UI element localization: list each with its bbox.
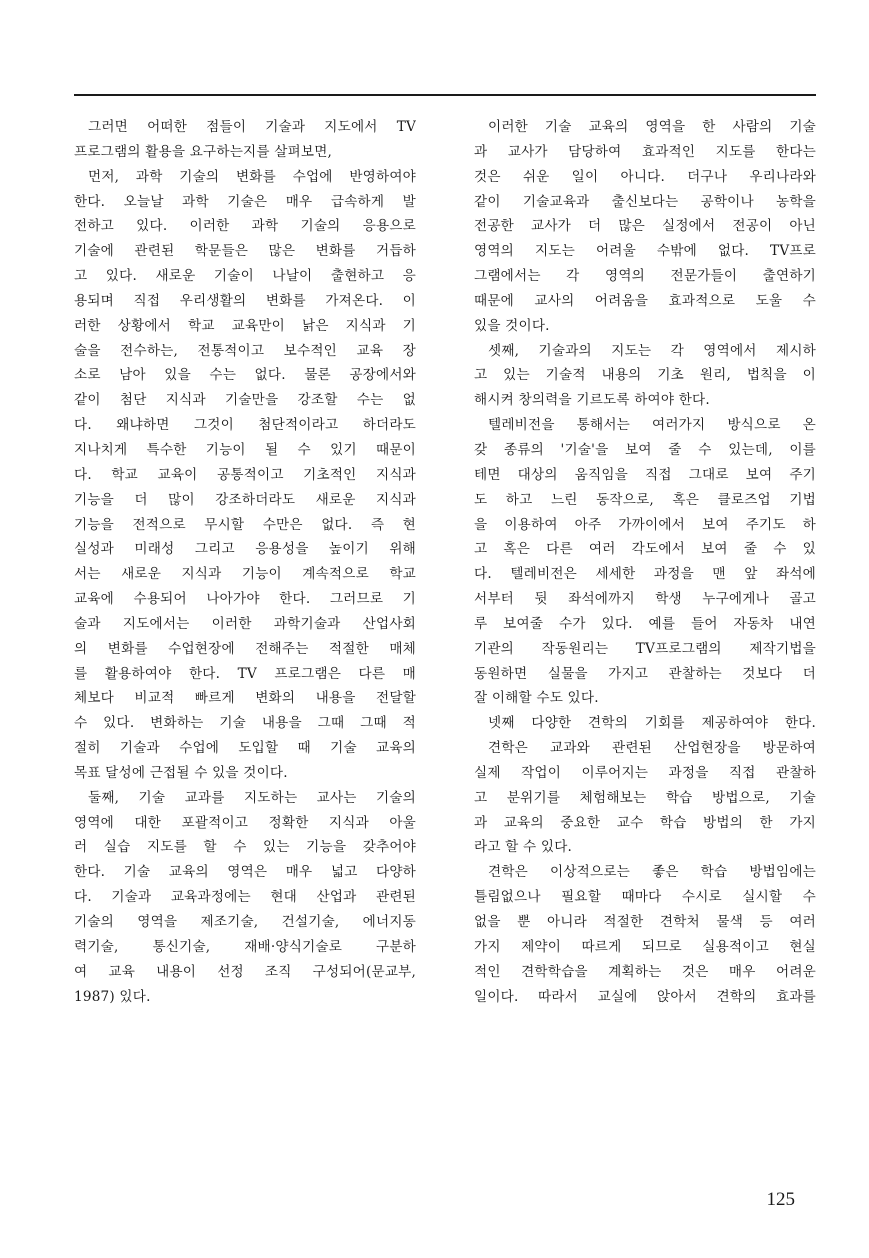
text-line: 전공한 교사가 더 많은 실정에서 전공이 아닌 bbox=[474, 218, 816, 235]
text-line: 같이 기술교육과 출신보다는 공학이나 농학을 bbox=[474, 193, 816, 210]
text-line: 러한 상황에서 학교 교육만이 낡은 지식과 기 bbox=[74, 317, 416, 334]
text-line: 다. 기술과 교육과정에는 현대 산업과 관련된 bbox=[74, 889, 416, 906]
text-line: 목표 달성에 근접될 수 있을 것이다. bbox=[74, 764, 288, 781]
text-line: 영역에 대한 포괄적이고 정확한 지식과 아울 bbox=[74, 814, 416, 831]
text-line: 체보다 비교적 빠르게 변화의 내용을 전달할 bbox=[74, 690, 416, 707]
text-line: 한다. 오늘날 과학 기술은 매우 급속하게 발 bbox=[74, 193, 416, 210]
text-line: 이러한 기술 교육의 영역을 한 사람의 기술 bbox=[488, 119, 816, 135]
text-line: 술과 지도에서는 이러한 과학기술과 산업사회 bbox=[74, 615, 416, 632]
text-line: 있을 것이다. bbox=[474, 317, 550, 334]
text-line: 견학은 교과와 관련된 산업현장을 방문하여 bbox=[488, 740, 816, 757]
text-line: 기관의 작동원리는 TV프로그램의 제작기법을 bbox=[474, 640, 816, 657]
left-column bbox=[74, 115, 416, 1009]
text-line: 없을 뿐 아니라 적절한 견학처 물색 등 여러 bbox=[474, 914, 816, 930]
text-line: 가지 제약이 따르게 되므로 실용적이고 현실 bbox=[474, 938, 816, 955]
text-line: 해시켜 창의력을 기르도록 하여야 한다. bbox=[474, 392, 710, 409]
text-line: 잘 이해할 수도 있다. bbox=[474, 690, 599, 707]
text-line: 러 실습 지도를 할 수 있는 기능을 갖추어야 bbox=[74, 839, 416, 856]
text-line: 고 있는 기술적 내용의 기초 원리, 법칙을 이 bbox=[474, 367, 816, 384]
text-line: 과 교육의 중요한 교수 학습 방법의 한 가지 bbox=[474, 814, 816, 831]
text-line: 지나치게 특수한 기능이 될 수 있기 때문이 bbox=[74, 441, 416, 458]
text-line: 같이 첨단 지식과 기술만을 강조할 수는 없 bbox=[74, 392, 416, 409]
text-line: 절히 기술과 수업에 도입할 때 기술 교육의 bbox=[74, 740, 416, 757]
text-line: 것은 쉬운 일이 아니다. 더구나 우리나라와 bbox=[474, 168, 816, 185]
text-line: 적인 견학학습을 계획하는 것은 매우 어려운 bbox=[474, 963, 816, 980]
text-line: 기술의 영역을 제조기술, 건설기술, 에너지동 bbox=[74, 914, 416, 930]
text-line: 다. 학교 교육이 공통적이고 기초적인 지식과 bbox=[74, 466, 416, 483]
text-line: 술을 전수하는, 전통적이고 보수적인 교육 장 bbox=[74, 342, 416, 359]
text-line: 여 교육 내용이 선정 조직 구성되어(문교부, bbox=[74, 963, 416, 980]
text-line: 텔레비전을 통해서는 여러가지 방식으로 온 bbox=[488, 417, 816, 434]
text-line: 라고 할 수 있다. bbox=[474, 839, 573, 856]
text-line: 과 교사가 담당하여 효과적인 지도를 한다는 bbox=[474, 143, 816, 160]
text-line: 을 이용하여 아주 가까이에서 보여 주기도 하 bbox=[474, 516, 816, 533]
text-line: 용되며 직접 우리생활의 변화를 가져온다. 이 bbox=[74, 292, 416, 309]
text-line: 력기술, 통신기술, 재배·양식기술로 구분하 bbox=[74, 938, 416, 955]
text-line: 프로그램의 활용을 요구하는지를 살펴보면, bbox=[74, 143, 333, 160]
text-line: 그램에서는 각 영역의 전문가들이 출연하기 bbox=[474, 268, 816, 285]
page-number: 125 bbox=[766, 1189, 795, 1210]
text-line: 실성과 미래성 그리고 응용성을 높이기 위해 bbox=[74, 541, 416, 558]
text-line: 기능을 더 많이 강조하더라도 새로운 지식과 bbox=[74, 491, 416, 508]
text-line: 수 있다. 변화하는 기술 내용을 그때 그때 적 bbox=[74, 715, 416, 732]
text-line: 서부터 뒷 좌석에까지 학생 누구에게나 골고 bbox=[474, 591, 816, 608]
text-line: 도 하고 느린 동작으로, 혹은 클로즈업 기법 bbox=[474, 491, 816, 508]
text-line: 먼저, 과학 기술의 변화를 수업에 반영하여야 bbox=[88, 168, 416, 185]
text-line: 고 혹은 다른 여러 각도에서 보여 줄 수 있 bbox=[474, 541, 816, 558]
text-line: 견학은 이상적으로는 좋은 학습 방법임에는 bbox=[488, 864, 816, 881]
text-line: 소로 남아 있을 수는 없다. 물론 공장에서와 bbox=[74, 367, 416, 384]
text-line: 영역의 지도는 어려울 수밖에 없다. TV프로 bbox=[474, 243, 816, 260]
text-line: 고 분위기를 체험해보는 학습 방법으로, 기술 bbox=[474, 789, 816, 806]
text-line: 서는 새로운 지식과 기능이 계속적으로 학교 bbox=[74, 566, 416, 583]
text-line: 기술에 관련된 학문들은 많은 변화를 거듭하 bbox=[74, 243, 416, 260]
text-line: 그러면 어떠한 점들이 기술과 지도에서 TV bbox=[88, 119, 416, 135]
text-line: 틀림없으나 필요할 때마다 수시로 실시할 수 bbox=[474, 889, 816, 906]
text-line: 기능을 전적으로 무시할 수만은 없다. 즉 현 bbox=[74, 516, 416, 533]
text-line: 교육에 수용되어 나아가야 한다. 그러므로 기 bbox=[74, 591, 416, 608]
text-line: 일이다. 따라서 교실에 앉아서 견학의 효과를 bbox=[474, 988, 816, 1005]
text-line: 다. 왜냐하면 그것이 첨단적이라고 하더라도 bbox=[74, 417, 416, 434]
text-line: 를 활용하여야 한다. TV 프로그램은 다른 매 bbox=[74, 665, 416, 682]
text-line: 다. 텔레비전은 세세한 과정을 맨 앞 좌석에 bbox=[474, 566, 816, 583]
text-line: 갖 종류의 '기술'을 보여 줄 수 있는데, 이를 bbox=[474, 441, 816, 458]
text-line: 둘째, 기술 교과를 지도하는 교사는 기술의 bbox=[88, 789, 416, 806]
text-line: 테면 대상의 움직임을 직접 그대로 보여 주기 bbox=[474, 466, 816, 483]
text-line: 한다. 기술 교육의 영역은 매우 넓고 다양하 bbox=[74, 864, 416, 881]
text-line: 루 보여줄 수가 있다. 예를 들어 자동차 내연 bbox=[474, 615, 816, 632]
text-line: 1987) 있다. bbox=[74, 988, 151, 1005]
right-column bbox=[474, 115, 816, 1009]
text-line: 전하고 있다. 이러한 과학 기술의 응용으로 bbox=[74, 218, 416, 235]
text-line: 넷째 다양한 견학의 기회를 제공하여야 한다. bbox=[488, 715, 816, 732]
header-rule bbox=[74, 94, 816, 96]
text-line: 의 변화를 수업현장에 전해주는 적절한 매체 bbox=[74, 640, 416, 657]
text-line: 실제 작업이 이루어지는 과정을 직접 관찰하 bbox=[474, 764, 816, 781]
text-line: 고 있다. 새로운 기술이 나날이 출현하고 응 bbox=[74, 268, 416, 285]
text-line: 동원하면 실물을 가지고 관찰하는 것보다 더 bbox=[474, 665, 816, 682]
text-line: 때문에 교사의 어려움을 효과적으로 도울 수 bbox=[474, 292, 816, 309]
text-line: 셋째, 기술과의 지도는 각 영역에서 제시하 bbox=[488, 342, 816, 359]
